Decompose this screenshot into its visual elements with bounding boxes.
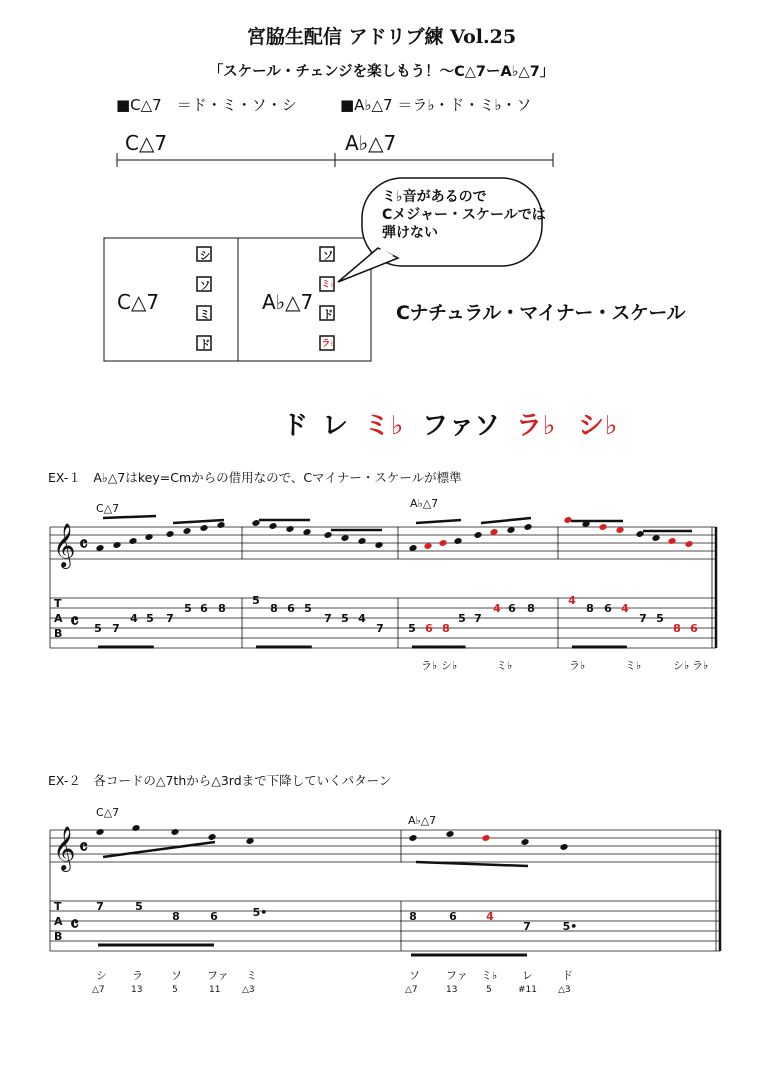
- ex1-tab-number: 4: [493, 602, 501, 615]
- ex1-tab-number: 7: [639, 612, 647, 625]
- ex2-chord-2: A♭△7: [408, 814, 437, 827]
- ex1-tab-number: 8: [442, 622, 450, 635]
- ex1-tab-number: 4: [130, 612, 138, 625]
- ex1-beam: [481, 518, 531, 523]
- ex1-tab-number: 8: [270, 602, 278, 615]
- ex1-notehead: [473, 531, 482, 539]
- ex1-tab-number: 5: [146, 612, 154, 625]
- scale-note-7: シ♭: [578, 411, 619, 441]
- chord-formula-c: ■C△7 ＝ド・ミ・ソ・シ: [116, 96, 297, 114]
- ex1-tab-number: 7: [376, 622, 384, 635]
- ex1-m3-name-1: ラ♭: [421, 659, 438, 672]
- ex1-notes: [95, 516, 693, 552]
- ex2-name1-2: ラ: [132, 969, 143, 982]
- ex2-name2-3: ミ♭: [481, 969, 498, 982]
- ex1-m4-name-3: シ♭: [673, 659, 690, 672]
- svg-text:T: T: [54, 900, 62, 913]
- ex1-label: EX-１ A♭△7はkey=Cmからの借用なので、Cマイナー・スケールが標準: [48, 470, 462, 485]
- ex2-deg1-1: △7: [92, 985, 105, 995]
- ex1-chord-2: A♭△7: [410, 497, 439, 510]
- svg-text:B: B: [54, 930, 63, 943]
- ex1-tab-number: 7: [112, 622, 120, 635]
- svg-text:T: T: [54, 597, 62, 610]
- page-title: 宮脇生配信 アドリブ練 Vol.25: [246, 26, 517, 48]
- ex1-notehead: [357, 537, 366, 545]
- scale-note-3: ミ♭: [364, 411, 405, 441]
- ex2-staff: [50, 830, 720, 951]
- bubble-line-3: 弾けない: [382, 225, 438, 241]
- ex1-tab-number: 4: [568, 594, 576, 607]
- ex1-beam: [103, 516, 156, 518]
- scale-note-2: レ: [322, 411, 350, 441]
- chord-formula-ab: ■A♭△7 ＝ラ♭・ド・ミ♭・ソ: [340, 96, 532, 114]
- ex2-notehead: [559, 843, 568, 851]
- box1-note-3: ミ: [199, 308, 211, 321]
- ex1-tab-number: 6: [690, 622, 698, 635]
- svg-text:𝄞: 𝄞: [53, 523, 76, 567]
- ex2-deg2-4: #11: [518, 985, 537, 995]
- ex2-tab-number: 6: [449, 910, 457, 923]
- ex1-notehead: [182, 527, 191, 535]
- ex2-deg1-4: 11: [209, 985, 221, 995]
- ex1-tab-number: 6: [425, 622, 433, 635]
- progression-chord-1: C△7: [125, 131, 168, 155]
- box1-note-4: ド: [199, 338, 211, 351]
- scale-note-5: ソ: [474, 411, 502, 441]
- ex1-tab-numbers: [94, 594, 698, 647]
- ex2-name2-2: ファ: [446, 969, 468, 982]
- ex1-tab-number: 4: [358, 612, 366, 625]
- ex1-tab-number: 5: [252, 594, 260, 607]
- ex2-deg1-3: 5: [172, 985, 178, 995]
- ex2-notehead: [481, 834, 490, 842]
- box-chord-2: A♭△7: [262, 290, 314, 314]
- ex2-notehead: [408, 834, 417, 842]
- ex1-tab-number: 5: [656, 612, 664, 625]
- ex1-tab-number: 7: [324, 612, 332, 625]
- scale-note-6: ラ♭: [516, 411, 557, 441]
- ex1-notehead: [598, 523, 607, 531]
- ex2-tab-number: 6: [210, 910, 218, 923]
- ex2-name2-4: レ: [522, 969, 533, 982]
- ex1-tab-number: 5: [341, 612, 349, 625]
- ex1-notehead: [199, 524, 208, 532]
- ex1-notehead: [684, 540, 693, 548]
- ex1-notehead: [438, 539, 447, 547]
- ex1-tab-number: 5: [184, 602, 192, 615]
- scale-name: Cナチュラル・マイナー・スケール: [396, 302, 686, 324]
- box1-note-2: ソ: [199, 279, 211, 292]
- svg-text:A: A: [54, 612, 63, 625]
- ex2-tab-number: 5•: [252, 906, 268, 919]
- scale-note-4: ファ: [422, 411, 476, 441]
- ex2-name1-5: ミ: [246, 969, 257, 982]
- ex2-deg1-2: 13: [131, 985, 143, 995]
- ex1-m4-name-4: ラ♭: [692, 659, 709, 672]
- ex1-tab-number: 6: [508, 602, 516, 615]
- tab-clefs: [54, 597, 79, 943]
- progression-chord-2: A♭△7: [345, 131, 397, 155]
- ex2-tab-number: 8: [172, 910, 180, 923]
- ex1-notehead: [374, 541, 383, 549]
- ex2-beam: [416, 862, 528, 866]
- progression-line: [117, 153, 553, 167]
- ex1-tab-number: 8: [218, 602, 226, 615]
- ex2-deg1-5: △3: [242, 985, 255, 995]
- svg-text:𝄴: 𝄴: [79, 532, 88, 556]
- ex2-deg2-2: 13: [446, 985, 458, 995]
- box2-note-3: ド: [322, 308, 334, 321]
- ex1-m4-name-1: ラ♭: [569, 659, 586, 672]
- bubble-line-1: ミ♭音があるので: [382, 189, 487, 205]
- svg-text:B: B: [54, 627, 63, 640]
- box2-note-2: ミ♭: [321, 280, 335, 290]
- ex1-tab-number: 5: [94, 622, 102, 635]
- ex1-notehead: [128, 537, 137, 545]
- ex1-tab-number: 8: [527, 602, 535, 615]
- ex1-tab-number: 6: [604, 602, 612, 615]
- ex2-name2-5: ド: [562, 969, 573, 982]
- ex2-notehead: [445, 830, 454, 838]
- ex1-beam: [416, 520, 461, 523]
- ex2-tab-number: 5: [135, 900, 143, 913]
- ex1-m4-name-2: ミ♭: [625, 659, 642, 672]
- ex1-tab-number: 4: [621, 602, 629, 615]
- box2-note-4: ラ♭: [321, 339, 335, 349]
- svg-text:A: A: [54, 915, 63, 928]
- box-chord-1: C△7: [117, 290, 160, 314]
- ex2-beam: [103, 842, 215, 857]
- ex2-notehead: [207, 833, 216, 841]
- svg-text:𝄴: 𝄴: [70, 609, 79, 633]
- svg-text:𝄞: 𝄞: [53, 826, 76, 870]
- ex2-notehead: [520, 838, 529, 846]
- ex2-notehead: [131, 824, 140, 832]
- ex2-tab-number: 5•: [562, 920, 578, 933]
- ex1-tab-number: 8: [673, 622, 681, 635]
- ex1-chord-1: C△7: [96, 502, 120, 515]
- page-subtitle: 「スケール・チェンジを楽しもう！〜C△7ーA♭△7」: [208, 64, 555, 80]
- ex2-tab-numbers: [96, 900, 577, 955]
- ex1-beam: [173, 520, 224, 523]
- ex2-tab-number: 7: [96, 900, 104, 913]
- ex1-tab-number: 5: [458, 612, 466, 625]
- ex2-tab-number: 4: [486, 910, 494, 923]
- ex1-tab-number: 5: [408, 622, 416, 635]
- ex2-notehead: [170, 828, 179, 836]
- ex2-deg2-3: 5: [486, 985, 492, 995]
- ex1-notehead: [112, 541, 121, 549]
- ex1-notehead: [165, 530, 174, 538]
- ex2-name1-1: シ: [96, 969, 107, 982]
- ex1-tab-number: 7: [166, 612, 174, 625]
- box2-note-1: ソ: [322, 249, 334, 262]
- ex1-notehead: [268, 522, 277, 530]
- ex2-notehead: [95, 828, 104, 836]
- ex1-notehead: [285, 525, 294, 533]
- ex2-label: EX-２ 各コードの△7thから△3rdまで下降していくパターン: [48, 773, 392, 788]
- clefs: [53, 523, 88, 872]
- bubble-line-2: Cメジャー・スケールでは: [382, 207, 546, 223]
- ex2-deg2-5: △3: [558, 985, 571, 995]
- ex2-name1-4: ファ: [207, 969, 229, 982]
- ex2-name1-3: ソ: [171, 969, 182, 982]
- svg-text:𝄴: 𝄴: [79, 835, 88, 859]
- ex2-tab-number: 8: [409, 910, 417, 923]
- ex1-notehead: [144, 533, 153, 541]
- ex1-notehead: [667, 537, 676, 545]
- ex1-m3-name-2: シ♭: [441, 659, 458, 672]
- ex2-name2-1: ソ: [409, 969, 420, 982]
- ex1-tab-number: 5: [304, 602, 312, 615]
- ex2-tab-number: 7: [523, 920, 531, 933]
- scale-note-1: ド: [282, 411, 310, 441]
- ex1-tab-number: 6: [287, 602, 295, 615]
- ex1-tab-number: 7: [474, 612, 482, 625]
- ex1-m3-name-3: ミ♭: [496, 659, 513, 672]
- ex2-chord-1: C△7: [96, 806, 120, 819]
- ex1-notehead: [453, 537, 462, 545]
- box1-note-1: シ: [199, 249, 211, 262]
- ex1-tab-number: 6: [200, 602, 208, 615]
- svg-text:𝄴: 𝄴: [70, 912, 79, 936]
- ex1-notehead: [523, 523, 532, 531]
- ex1-tab-number: 8: [586, 602, 594, 615]
- ex1-notehead: [323, 531, 332, 539]
- ex1-notehead: [216, 521, 225, 529]
- ex2-deg2-1: △7: [405, 985, 418, 995]
